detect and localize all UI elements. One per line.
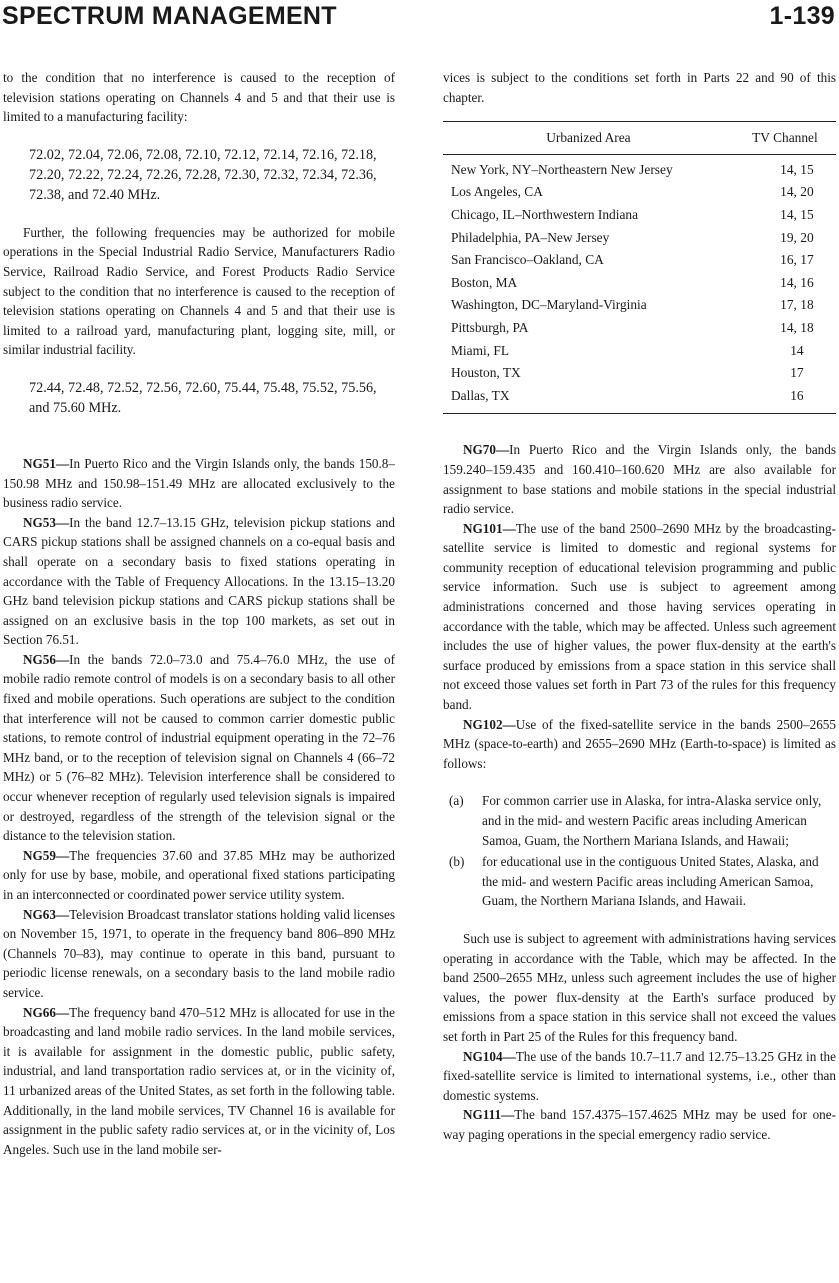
footnote-text: The frequencies 37.60 and 37.85 MHz may be authorized only for use by base, mobile, and operational fixed stations participating in an interconnected or coordinated power service utility system. [3, 847, 395, 902]
table-row [443, 317, 836, 340]
area-cell: New York, NY–Northeastern New Jersey [451, 161, 673, 177]
table-row [443, 362, 836, 385]
table-header-row [443, 122, 836, 155]
footnote-label: NG111— [463, 1107, 515, 1123]
footnote-text: In Puerto Rico and the Virgin Islands only, the bands 159.240–159.435 and 160.410–160.620 MHz are also available for assignment to base stations and mobile stations in the special industrial radio service. [443, 442, 836, 517]
footnote-ng56 [3, 650, 395, 846]
table-row [443, 181, 836, 204]
area-cell: Boston, MA [451, 274, 518, 290]
table-row [443, 294, 836, 317]
limitation-list [443, 791, 836, 911]
footnote-label: NG56— [23, 651, 70, 667]
list-item [443, 852, 836, 911]
table-row [443, 385, 836, 414]
footnote-ng101 [443, 519, 836, 715]
footnote-ng53 [3, 513, 395, 650]
table-row [443, 227, 836, 250]
footnote-label: NG104— [463, 1048, 516, 1064]
footnote-text: The use of the band 2500–2690 MHz by the broadcasting-satellite service is limited to domestic and regional systems for community reception of educational television programming and public service information. Such use is subject to agreement among administrations concerned and those having services operating in accordance with the table, which may be affected. Unless such agreement includes the use of higher values, the power flux-density at the earth's surface produced by emissions from a space station in this service shall not exceed those values set forth in Part 73 of the rules for this frequency band. [443, 520, 836, 713]
footnote-text: The band 157.4375–157.4625 MHz may be used for one-way paging operations in the special emergency radio service. [443, 1107, 836, 1142]
footnote-label: NG70— [463, 442, 510, 458]
channel-cell: 14, 16 [780, 274, 814, 290]
channel-cell: 14, 20 [780, 184, 814, 200]
area-cell: Houston, TX [451, 365, 521, 381]
footnote-ng70 [443, 440, 836, 518]
area-cell: Dallas, TX [451, 387, 510, 403]
paragraph: to the condition that no interference is caused to the reception of television stations operating on Channels 4 and 5 and that their use is limited to a manufacturing facility: [3, 70, 395, 125]
footnote-ng102 [443, 715, 836, 774]
footnote-label: NG66— [23, 1004, 70, 1020]
footnote-ng111 [443, 1105, 836, 1144]
area-cell: Washington, DC–Maryland-Virginia [451, 297, 647, 313]
footnote-label: NG51— [23, 455, 70, 471]
footnote-text: In the band 12.7–13.15 GHz, television pickup stations and CARS pickup stations shall be assigned channels on a co-equal basis and shall operate on a secondary basis to fixed stations operating in accordance with the Table of Frequency Allocations. In the 13.15–13.20 GHz band television pickup stations and CARS pickup stations shall be assigned on an exclusive basis in the top 100 markets, as set out in Section 76.51. [3, 514, 395, 648]
area-cell: Miami, FL [451, 342, 510, 358]
channel-cell: 16 [790, 387, 804, 403]
footnote-text: The frequency band 470–512 MHz is allocated for use in the broadcasting and land mobile radio services. In the land mobile services, it is available for assignment in the domestic public, public safety, industrial, and land transportation radio services at, or in the vicinity of, 11 urbanized areas of the United States, as set forth in the following table. Additionally, in the land mobile services, TV Channel 16 is available for assignment in the public safety radio services at, or in the vicinity of, Los Angeles. Such use in the land mobile ser- [3, 1004, 395, 1157]
footnote-text: In the bands 72.0–73.0 and 75.4–76.0 MHz, the use of mobile radio remote control of models is on a secondary basis to all other fixed and mobile operations. Such operations are subject to the condition that interference will not be caused to common carrier domestic public stations, to remote control of industrial equipment operating in the 72–76 MHz band, or to the reception of television signal on Channels 4 (66–72 MHz) or 5 (76–82 MHz). Television interference shall be considered to occur whenever reception of regularly used television signals is impaired or destroyed, regardless of the strength of the television signal or the distance to the television station. [3, 651, 395, 844]
footnote-text: Television Broadcast translator stations holding valid licenses on November 15, 1971, to operate in the frequency band 806–890 MHz (Channels 70–83), may continue to operate in this band, pursuant to periodic license renewals, on a secondary basis to the land mobile radio service. [3, 906, 395, 1000]
footnote-label: NG53— [23, 514, 70, 530]
frequency-list: 72.02, 72.04, 72.06, 72.08, 72.10, 72.12, 72.14, 72.16, 72.18, 72.20, 72.22, 72.24, 72.26, 72.28, 72.30, 72.32, 72.34, 72.36, 72.38, and 72.40 MHz. [29, 146, 377, 203]
table-row [443, 272, 836, 295]
area-cell: Chicago, IL–Northwestern Indiana [451, 206, 639, 222]
list-text: For common carrier use in Alaska, for intra-Alaska service only, and in the mid- and western Pacific areas including American Samoa, Guam, the Northern Mariana Islands, and Hawaii; [482, 793, 822, 848]
area-cell: San Francisco–Oakland, CA [451, 252, 604, 268]
table-row [443, 249, 836, 272]
left-column [3, 68, 395, 1159]
channel-cell: 14 [790, 342, 804, 358]
list-text: for educational use in the contiguous United States, Alaska, and the mid- and western Pacific areas including American Samoa, Guam, the Northern Mariana Islands, and Hawaii. [482, 854, 819, 909]
running-header [0, 0, 839, 34]
channel-cell: 19, 20 [780, 229, 814, 245]
urbanized-area-table [443, 121, 836, 414]
footnote-label: NG101— [463, 520, 516, 536]
footnote-label: NG63— [23, 906, 70, 922]
footnote-label: NG102— [463, 716, 516, 732]
list-label: (b) [449, 854, 465, 870]
footnote-ng104 [443, 1047, 836, 1106]
table-row [443, 154, 836, 181]
channel-cell: 14, 15 [780, 161, 814, 177]
channel-cell: 17, 18 [780, 297, 814, 313]
area-cell: Philadelphia, PA–New Jersey [451, 229, 610, 245]
channel-cell: 14, 18 [780, 319, 814, 335]
paragraph: Such use is subject to agreement with administrations having services operating in accordance with the Table, which may be affected. In the band 2500–2655 MHz, unless such agreement includes the use of higher values, the power flux-density at the Earth's surface produced by emissions from a space station in this service shall not exceed the values set forth in Part 25 of the Rules for this frequency band. [443, 930, 836, 1044]
footnote-ng66 [3, 1003, 395, 1160]
table-row [443, 340, 836, 363]
section-title: SPECTRUM MANAGEMENT [2, 2, 337, 30]
footnote-label: NG59— [23, 847, 70, 863]
footnote-ng63 [3, 905, 395, 1003]
footnote-text: The use of the bands 10.7–11.7 and 12.75–13.25 GHz in the fixed-satellite service is limited to international systems, i.e., other than domestic systems. [443, 1048, 836, 1103]
list-item [443, 791, 836, 850]
table-row [443, 204, 836, 227]
channel-cell: 14, 15 [780, 206, 814, 222]
area-cell: Los Angeles, CA [451, 184, 543, 200]
footnote-ng59 [3, 846, 395, 905]
area-cell: Pittsburgh, PA [451, 319, 529, 335]
page-number: 1-139 [769, 2, 835, 30]
channel-cell: 16, 17 [780, 252, 814, 268]
channel-cell: 17 [790, 365, 804, 381]
paragraph: Further, the following frequencies may be authorized for mobile operations in the Special Industrial Radio Service, Manufacturers Radio Service, Railroad Radio Service, and Forest Products Radio Service subject to the condition that no interference is caused to the reception of television stations operating on Channels 4 and 5 and that their use is limited to a railroad yard, manufacturing plant, logging site, mill, or similar industrial facility. [3, 224, 395, 358]
right-column [443, 68, 836, 1145]
frequency-list: 72.44, 72.48, 72.52, 72.56, 72.60, 75.44, 75.48, 75.52, 75.56, and 75.60 MHz. [29, 379, 377, 416]
column-header-area: Urbanized Area [443, 122, 734, 155]
footnote-text: In Puerto Rico and the Virgin Islands only, the bands 150.8–150.98 MHz and 150.98–151.49 MHz are allocated exclusively to the business radio service. [3, 455, 395, 511]
column-header-channel: TV Channel [734, 122, 836, 155]
list-label: (a) [449, 793, 464, 809]
footnote-ng51 [3, 454, 395, 513]
footnote-text: Use of the fixed-satellite service in the bands 2500–2655 MHz (space-to-earth) and 2655–2690 MHz (Earth-to-space) is limited as follows: [443, 716, 836, 771]
paragraph: vices is subject to the conditions set forth in Parts 22 and 90 of this chapter. [443, 70, 836, 105]
